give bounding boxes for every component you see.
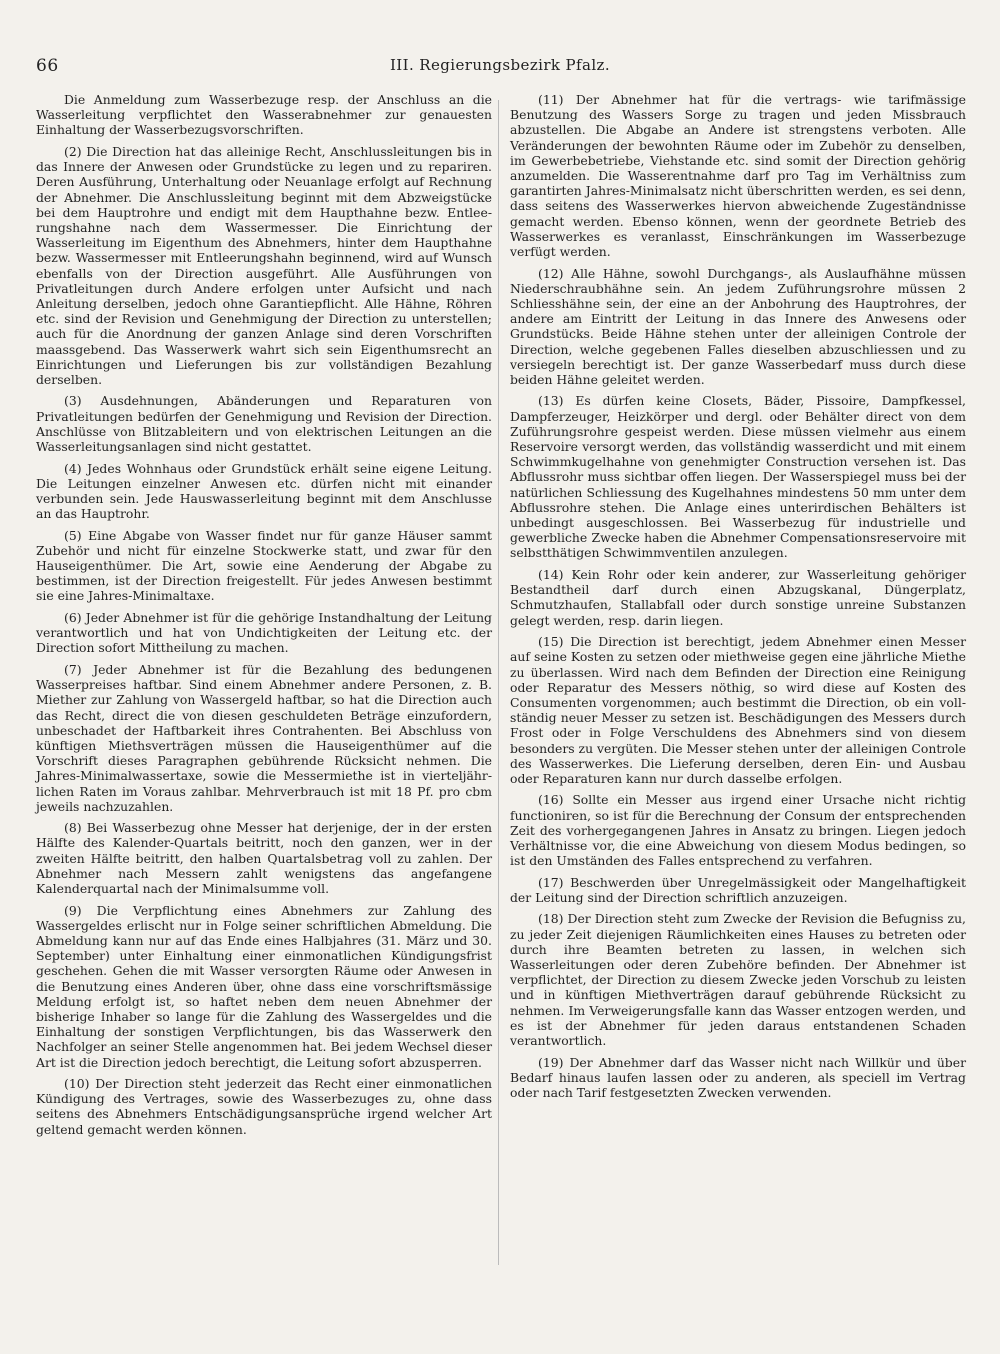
right-column — [510, 92, 966, 1106]
paragraph-intro: Die Anmeldung zum Wasserbezuge resp. der Anschluss an die Wasserleitung verpflichtet den Wasserabnehmer zur genauesten Einhaltung der Wasserbezugsvorschriften. — [36, 92, 492, 138]
running-head: III. Regierungsbezirk Pfalz. — [389, 56, 610, 74]
paragraph-19: (19) Der Abnehmer darf das Wasser nicht nach Willkür und über Bedarf hinaus laufen lassen oder zu anderen, als speciell im Vertrag oder nach Tarif festgesetzten Zwecken verwenden. — [510, 1054, 966, 1100]
paragraph-11: (11) Der Abnehmer hat für die vertrags- wie tarifmässige Benutzung des Wassers Sorge zu tragen und jeden Missbrauch abzustellen. Die Abgabe an Andere ist strengstens verboten. Alle Veränderungen der bewohnten Räume oder im Zubehör zu denselben, im Gewerbebetriebe, Viehstande etc. sind somit der Direction gehörig anzumelden. Die Wasserentnahme darf pro Tag im Verhältniss zum garantirten Jahres-Minimalsatz nicht überschritten werden, es sei denn, dass seitens des Wasserwerkes hiervon abweichende Zugeständnisse gemacht werden. Ebenso können, wenn der geordnete Betrieb des Wasserwerkes es veranlasst, Einschränkungen im Wasserbezuge verfügt werden. — [510, 92, 966, 260]
paragraph-3: (3) Ausdehnungen, Abänderungen und Reparaturen von Privatleitungen bedürfen der Genehmigung und Revision der Direction. Anschlüsse von Blitzableitern und von elektrischen Leitungen an die Wasserleitungsanlagen sind nicht gestattet. — [36, 393, 492, 455]
paragraph-9: (9) Die Verpflichtung eines Abnehmers zur Zahlung des Wassergeldes erlischt nur in Folge seiner schriftlichen Abmeldung. Die Abmeldung kann nur auf das Ende eines Halbjahres (31. März und 30. September) unter Einhaltung einer einmonatlichen Kündigungsfrist geschehen. Gehen die mit Wasser versorgten Räume oder Anwesen in die Benutzung eines Anderen über, ohne dass eine vorschriftsmässige Meldung erfolgt ist, so haftet neben dem neuen Abnehmer der bisherige Inhaber so lange für die Zahlung des Wassergeldes und die Einhaltung der sonstigen Verpflichtungen, bis das Wasserwerk den Nachfolger an seiner Stelle angenommen hat. Bei jedem Wechsel dieser Art ist die Direction jedoch berechtigt, die Leitung sofort abzusperren. — [36, 902, 492, 1070]
page-number: 66 — [36, 56, 59, 76]
paragraph-17: (17) Beschwerden über Unregelmässigkeit oder Mangelhaftigkeit der Leitung sind der Direction schriftlich anzuzeigen. — [510, 874, 966, 905]
paragraph-10: (10) Der Direction steht jederzeit das Recht einer einmonatlichen Kündigung des Vertrages, sowie des Wasserbezuges zu, ohne dass seitens des Abnehmers Entschädigungsansprüche irgend welcher Art geltend gemacht werden können. — [36, 1076, 492, 1137]
left-column — [36, 92, 492, 1143]
paragraph-16: (16) Sollte ein Messer aus irgend einer Ursache nicht richtig functioniren, so ist für die Berechnung der Consum der entsprechenden Zeit des vorhergegangenen Jahres in Ansatz zu bringen. Liegen jedoch Verhältnisse vor, die eine Abweichung von diesem Modus bedingen, so ist den Umständen des Falles entsprechend zu verfahren. — [510, 792, 966, 869]
paragraph-8: (8) Bei Wasserbezug ohne Messer hat derjenige, der in der ersten Hälfte des Kalender-Quartals beitritt, noch den ganzen, wer in der zweiten Hälfte beitritt, den halben Quartalsbetrag voll zu zahlen. Der Abnehmer nach Messern zahlt wenigstens das angefangene Kalenderquartal nach der Minimalsumme voll. — [36, 820, 492, 897]
paragraph-14: (14) Kein Rohr oder kein anderer, zur Wasserleitung gehöriger Bestandtheil darf durch einen Abzugskanal, Düngerplatz, Schmutzhaufen, Stallabfall oder durch sonstige unreine Substanzen gelegt werden, resp. darin liegen. — [510, 566, 966, 628]
paragraph-13: (13) Es dürfen keine Closets, Bäder, Pissoire, Dampfkessel, Dampferzeuger, Heizkörper und dergl. oder Behälter direct von dem Zuführungsrohre gespeist werden. Diese müssen vielmehr aus einem Reservoire versorgt werden, das vollständig wasserdicht und mit einem Schwimmkugelhahne von genehmigter Construction versehen ist. Das Abflussrohr muss sichtbar offen liegen. Der Wasserspiegel muss bei der natürlichen Schliessung des Kugelhahnes mindestens 50 mm unter dem Abflussrohre stehen. Die Anlage eines unterirdischen Behälters ist unbedingt ausgeschlossen. Bei Wasserbezug für industrielle und gewerbliche Zwecke haben die Abnehmer Compensationsreservoire mit selbstthätigen Schwimmventilen anzulegen. — [510, 393, 966, 561]
paragraph-4: (4) Jedes Wohnhaus oder Grundstück erhält seine eigene Leitung. Die Leitungen einzelner Anwesen etc. dürfen nicht mit einander verbunden sein. Jede Hauswasserleitung beginnt mit dem Anschlusse an das Hauptrohr. — [36, 460, 492, 522]
paragraph-7: (7) Jeder Abnehmer ist für die Bezahlung des bedungenen Wasserpreises haftbar. Sind einem Abnehmer andere Personen, z. B. Miether zur Zahlung von Wassergeld haftbar, so hat die Direction auch das Recht, direct die von diesen geschuldeten Beträge einzufordern, unbeschadet der Haftbarkeit ihres Contrahenten. Bei Abschluss von künftigen Miethsverträgen müssen die Hauseigenthümer auf die Vorschrift dieses Paragraphen gebührende Rücksicht nehmen. Die Jahres-Minimalwassertaxe, sowie die Messermiethe ist in vierteljährlichen Raten im Voraus zahlbar. Mehrverbrauch ist mit 18 Pf. pro cbm jeweils nachzuzahlen. — [36, 661, 492, 814]
paragraph-12: (12) Alle Hähne, sowohl Durchgangs-, als Auslaufhähne müssen Niederschraubhähne sein. An jedem Zuführungsrohre müssen 2 Schliesshähne sein, der eine an der Anbohrung des Hauptrohres, der andere am Eintritt der Leitung in das Innere des Anwesens oder Grundstücks. Beide Hähne stehen unter der alleinigen Controle der Direction, welche gegebenen Falles dieselben abzuschliessen und zu versiegeln berechtigt ist. Der ganze Wasserbedarf muss durch diese beiden Hähne geleitet werden. — [510, 265, 966, 387]
paragraph-2: (2) Die Direction hat das alleinige Recht, Anschlussleitungen bis in das Innere der Anwesen oder Grundstücke zu legen und zu repariren. Deren Ausführung, Unterhaltung oder Neuanlage erfolgt auf Rechnung der Abnehmer. Die Anschlussleitung beginnt mit dem Abzweigstücke bei dem Hauptrohre und endigt mit dem Haupthahne bezw. Entleerungshahne nach dem Wassermesser. Die Einrichtung der Wasserleitung im Eigenthum des Abnehmers, hinter dem Haupthahne bezw. Wassermesser mit Entleerungshahn beginnend, wird auf Wunsch ebenfalls von der Direction ausgeführt. Alle Ausführungen von Privatleitungen durch Andere erfolgen unter Aufsicht und nach Anleitung derselben, jedoch ohne Garantiepflicht. Alle Hähne, Röhren etc. sind der Revision und Genehmigung der Direction zu unterstellen; auch für die Anordnung der ganzen Anlage sind deren Vorschriften maassgebend. Das Wasserwerk wahrt sich sein Eigenthumsrecht an Einrichtungen und Lieferungen bis zur vollständigen Bezahlung derselben. — [36, 143, 492, 387]
paragraph-18: (18) Der Direction steht zum Zwecke der Revision die Befugniss zu, zu jeder Zeit diejenigen Räumlichkeiten eines Hauses zu betreten oder durch ihre Beamten betreten zu lassen, in welchen sich Wasserleitungen oder deren Zubehöre befinden. Der Abnehmer ist verpflichtet, der Direction zu diesem Zwecke jeden Vorschub zu leisten und in künftigen Miethverträgen darauf gebührende Rücksicht zu nehmen. Im Verweigerungsfalle kann das Wasser entzogen werden, und es ist der Abnehmer für jeden daraus entstandenen Schaden verantwortlich. — [510, 911, 966, 1049]
paragraph-15: (15) Die Direction ist berechtigt, jedem Abnehmer einen Messer auf seine Kosten zu setzen oder miethweise gegen eine jährliche Miethe zu überlassen. Wird nach dem Befinden der Direction eine Reinigung oder Reparatur des Messers nöthig, so wird diese auf Kosten des Consumenten vorgenommen; auch bestimmt die Direction, ob ein vollständig neuer Messer zu setzen ist. Beschädigungen des Messers durch Frost oder in Folge Verschuldens des Abnehmers sind von diesem besonders zu vergüten. Die Messer stehen unter der alleinigen Controle des Wasserwerkes. Die Lieferung derselben, deren Ein- und Ausbau oder Reparaturen kann nur durch dasselbe erfolgen. — [510, 634, 966, 786]
column-divider — [498, 100, 499, 1265]
paragraph-5: (5) Eine Abgabe von Wasser findet nur für ganze Häuser sammt Zubehör und nicht für einzelne Stockwerke statt, und zwar für den Hauseigenthümer. Die Art, sowie eine Aenderung der Abgabe zu bestimmen, ist der Direction freigestellt. Für jedes Anwesen bestimmt sie eine Jahres-Minimaltaxe. — [36, 527, 492, 604]
paragraph-6: (6) Jeder Abnehmer ist für die gehörige Instandhaltung der Leitung verantwortlich und hat von Undichtigkeiten der Leitung etc. der Direction sofort Mittheilung zu machen. — [36, 609, 492, 656]
